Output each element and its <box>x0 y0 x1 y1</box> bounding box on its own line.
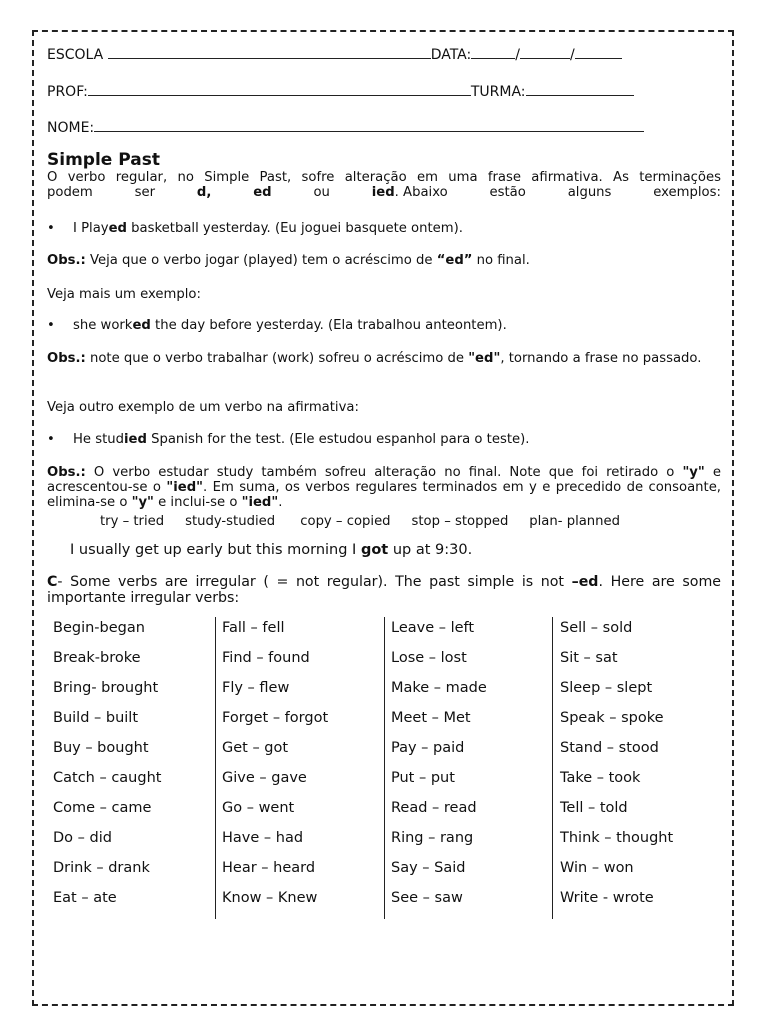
verb-cell: Drink – drank <box>53 860 150 876</box>
escola-row <box>47 44 622 63</box>
section-c-label: C <box>47 574 58 590</box>
verb-cell: Take – took <box>560 770 641 786</box>
example-suffix: ed <box>132 318 151 333</box>
nome-input-line[interactable] <box>94 117 644 132</box>
sentence-text: up at 9:30. <box>388 542 473 558</box>
verb-cell: Hear – heard <box>222 860 316 876</box>
verb-cell: Fall – fell <box>222 620 285 636</box>
verb-cell: Have – had <box>222 830 304 846</box>
verb-cell: Forget – forgot <box>222 710 329 726</box>
intro-word: d, <box>196 185 212 200</box>
obs-text: note que o verbo trabalhar (work) sofreu o acréscimo de <box>85 351 469 366</box>
example-text: Spanish for the test. (Ele estudou espanhol para o teste). <box>146 432 530 447</box>
verb-cell: Buy – bought <box>53 740 149 756</box>
verb-column-1 <box>53 617 213 917</box>
section-c-text: - Some verbs are irregular ( = not regular). The past simple is not <box>57 574 572 590</box>
verb-cell: Sit – sat <box>560 650 618 666</box>
verb-column-4 <box>560 617 720 917</box>
obs-label: Obs.: <box>47 465 86 480</box>
verb-cell: Stand – stood <box>560 740 659 756</box>
verb-cell: Lose – lost <box>391 650 467 666</box>
date-slash-2: / <box>569 47 575 63</box>
obs-highlight: "ed" <box>468 351 501 366</box>
intro-word: exemplos: <box>653 185 721 200</box>
obs-highlight: "y" <box>131 495 154 510</box>
example-suffix: ied <box>124 432 147 447</box>
example-text: the day before yesterday. (Ela trabalhou anteontem). <box>150 318 507 333</box>
column-divider <box>552 617 553 919</box>
example-sentence <box>70 542 472 558</box>
data-month-line[interactable] <box>520 44 570 59</box>
verb-cell: Think – thought <box>560 830 674 846</box>
verb-cell: Make – made <box>391 680 487 696</box>
data-day-line[interactable] <box>471 44 515 59</box>
example-2 <box>47 318 507 333</box>
column-divider <box>384 617 385 919</box>
section-c-highlight: –ed <box>571 574 599 590</box>
verb-cell: Put – put <box>391 770 455 786</box>
obs-highlight: "y" <box>682 465 705 480</box>
verb-cell: Write - wrote <box>560 890 654 906</box>
example-3 <box>47 432 529 447</box>
obs-label: Obs.: <box>47 351 86 366</box>
obs-text: e acrescentou-se o <box>47 465 721 495</box>
more-example-text: Veja mais um exemplo: <box>47 287 201 302</box>
date-slash-1: / <box>515 47 520 63</box>
verb-cell: Do – did <box>53 830 112 846</box>
intro-word: ed <box>253 185 272 200</box>
intro-word: ser <box>134 185 156 200</box>
data-label: DATA: <box>430 47 472 63</box>
verb-cell: Speak – spoke <box>560 710 664 726</box>
bullet-icon: • <box>47 318 55 333</box>
intro-word: alguns <box>567 185 612 200</box>
intro-word: estão <box>489 185 526 200</box>
section-c-intro <box>47 574 721 606</box>
example-text: He stud <box>73 432 124 447</box>
obs-3 <box>47 465 721 510</box>
obs-highlight: "ied" <box>166 480 204 495</box>
nome-row <box>47 117 644 136</box>
prof-input-line[interactable] <box>88 81 471 96</box>
obs-highlight: “ed” <box>436 253 473 268</box>
intro-word: ou <box>313 185 330 200</box>
verb-cell: Read – read <box>391 800 477 816</box>
example-suffix: ed <box>108 221 127 236</box>
sentence-highlight: got <box>360 542 389 558</box>
prof-label: PROF: <box>47 84 88 100</box>
verb-column-2 <box>222 617 382 917</box>
data-year-line[interactable] <box>575 44 622 59</box>
verb-cell: Sleep – slept <box>560 680 653 696</box>
verb-cell: Win – won <box>560 860 634 876</box>
verb-cell: Say – Said <box>391 860 466 876</box>
verb-cell: Come – came <box>53 800 152 816</box>
intro-word-abaixo: . Abaixo <box>394 185 448 200</box>
verb-cell: Know – Knew <box>222 890 318 906</box>
escola-input-line[interactable] <box>108 44 431 59</box>
verb-cell: Ring – rang <box>391 830 474 846</box>
another-example-text: Veja outro exemplo de um verbo na afirmativa: <box>47 400 359 415</box>
obs-text: O verbo estudar study também sofreu alteração no final. Note que foi retirado o <box>85 465 683 480</box>
verb-cell: Meet – Met <box>391 710 471 726</box>
obs-label: Obs.: <box>47 253 86 268</box>
intro-word-ied: ied <box>371 185 395 200</box>
verb-cell: Break-broke <box>53 650 141 666</box>
obs-text: no final. <box>472 253 530 268</box>
escola-label: ESCOLA <box>47 47 104 63</box>
verb-cell: Sell – sold <box>560 620 633 636</box>
turma-label: TURMA: <box>470 84 526 100</box>
turma-input-line[interactable] <box>526 81 634 96</box>
bullet-icon: • <box>47 432 55 447</box>
section-c-text: . Here are some importante irregular verbs: <box>47 574 721 606</box>
verb-cell: See – saw <box>391 890 463 906</box>
verb-cell: Catch – caught <box>53 770 162 786</box>
obs-highlight: "ied" <box>241 495 279 510</box>
example-text: I Play <box>73 221 109 236</box>
bullet-icon: • <box>47 221 55 236</box>
verb-cell: Find – found <box>222 650 310 666</box>
obs-2 <box>47 351 721 366</box>
obs-text: . Em suma, os verbos regulares terminados em y e precedido de consoante, elimina-se o <box>47 480 721 510</box>
intro-word: podem <box>47 185 93 200</box>
example-1 <box>47 221 463 236</box>
verb-cell: Bring- brought <box>53 680 159 696</box>
sentence-text: I usually get up early but this morning I <box>70 542 361 558</box>
example-text: she work <box>73 318 133 333</box>
verb-cell: Get – got <box>222 740 289 756</box>
intro-line-2 <box>47 185 721 200</box>
page-title: Simple Past <box>47 150 160 170</box>
verb-cell: Build – built <box>53 710 139 726</box>
verb-cell: Eat – ate <box>53 890 117 906</box>
verb-cell: Tell – told <box>560 800 628 816</box>
verb-cell: Go – went <box>222 800 295 816</box>
intro-word <box>372 185 448 200</box>
obs-text: , tornando a frase no passado. <box>500 351 702 366</box>
prof-row <box>47 81 634 100</box>
obs-1 <box>47 253 721 268</box>
example-text: basketball yesterday. (Eu joguei basquete ontem). <box>126 221 463 236</box>
obs-text: . <box>278 495 283 510</box>
verb-cell: Give – gave <box>222 770 307 786</box>
verb-column-3 <box>391 617 551 917</box>
intro-line-1: O verbo regular, no Simple Past, sofre alteração em uma frase afirmativa. As terminações <box>47 170 721 185</box>
column-divider <box>215 617 216 919</box>
nome-label: NOME: <box>47 120 95 136</box>
obs-text: Veja que o verbo jogar (played) tem o acréscimo de <box>85 253 437 268</box>
regular-verb-examples: try – tried study-studied copy – copied stop – stopped plan- planned <box>100 514 621 529</box>
verb-cell: Fly – flew <box>222 680 290 696</box>
intro-paragraph <box>47 170 721 200</box>
verb-cell: Leave – left <box>391 620 475 636</box>
verb-cell: Begin-began <box>53 620 145 636</box>
obs-text: e inclui-se o <box>153 495 242 510</box>
verb-cell: Pay – paid <box>391 740 465 756</box>
